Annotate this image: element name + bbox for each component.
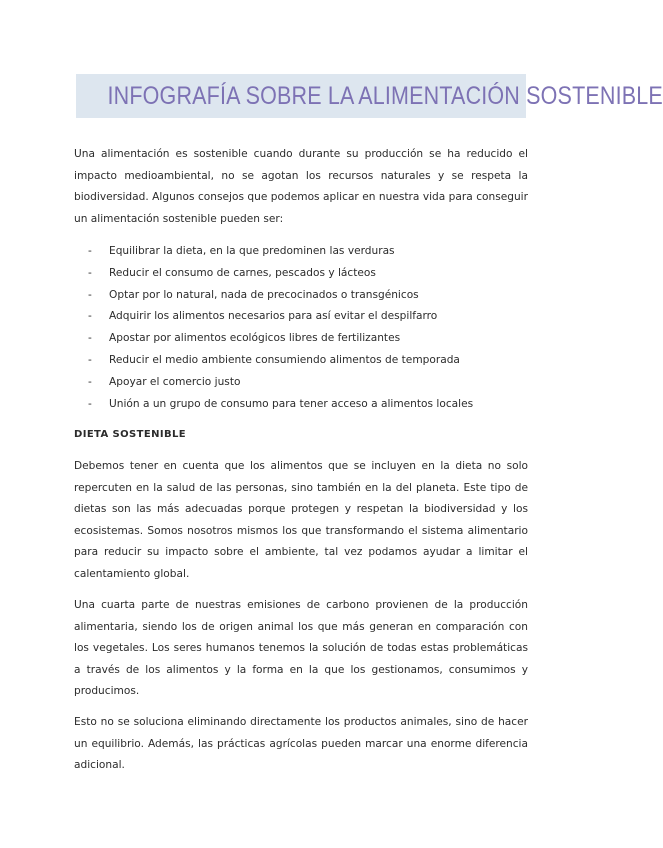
page-title: INFOGRAFÍA SOBRE LA ALIMENTACIÓN SOSTENIBLE bbox=[107, 82, 663, 110]
bullet-dash: - bbox=[88, 332, 92, 345]
bullet-dash: - bbox=[88, 375, 92, 388]
list-item bbox=[88, 306, 473, 328]
list-item-text: Optar por lo natural, nada de precocinados o transgénicos bbox=[109, 288, 419, 301]
bullet-dash: - bbox=[88, 245, 92, 257]
bullet-dash: - bbox=[88, 288, 92, 301]
body-paragraph: Esto no se soluciona eliminando directamente los productos animales, sino de hacer un equilibrio. Además, las prácticas agrícolas pueden marcar una enorme diferencia adicional. bbox=[74, 716, 528, 771]
bullet-dash: - bbox=[88, 397, 92, 410]
bullet-dash: - bbox=[88, 310, 92, 323]
list-item-text: Apoyar el comercio justo bbox=[109, 375, 241, 388]
list-item bbox=[88, 285, 473, 307]
list-item bbox=[88, 328, 473, 350]
list-item-text: Reducir el consumo de carnes, pescados y lácteos bbox=[109, 266, 376, 279]
list-item-text: Reducir el medio ambiente consumiendo alimentos de temporada bbox=[109, 353, 460, 366]
list-item-text: Equilibrar la dieta, en la que predominen las verduras bbox=[109, 245, 395, 257]
tips-list bbox=[88, 241, 473, 415]
list-item-text: Adquirir los alimentos necesarios para así evitar el despilfarro bbox=[109, 310, 438, 323]
list-item bbox=[88, 350, 473, 372]
body-paragraph: Una cuarta parte de nuestras emisiones de carbono provienen de la producción alimentaria, siendo los de origen animal los que más generan en comparación con los vegetales. Los seres humanos tenemos la solución de todas estas problemáticas a través de los alimentos y la forma en la que los gestionamos, consumimos y producimos. bbox=[74, 599, 528, 697]
intro-paragraph: Una alimentación es sostenible cuando durante su producción se ha reducido el impacto medioambiental, no se agotan los recursos naturales y se respeta la biodiversidad. Algunos consejos que podemos aplicar en nuestra vida para conseguir un alimentación sostenible pueden ser: bbox=[74, 148, 528, 225]
body-paragraph: Debemos tener en cuenta que los alimentos que se incluyen en la dieta no solo repercuten en la salud de las personas, sino también en la del planeta. Este tipo de dietas son las más adecuadas porque protegen y respetan la biodiversidad y los ecosistemas. Somos nosotros mismos los que transformando el sistema alimentario para reducir su impacto sobre el ambiente, tal vez podamos ayudar a limitar el calentamiento global. bbox=[74, 460, 528, 580]
list-item bbox=[88, 372, 473, 394]
list-item bbox=[88, 394, 473, 416]
list-item bbox=[88, 263, 473, 285]
list-item-text: Apostar por alimentos ecológicos libres de fertilizantes bbox=[109, 332, 401, 345]
bullet-dash: - bbox=[88, 353, 92, 366]
bullet-dash: - bbox=[88, 266, 92, 279]
list-item bbox=[88, 241, 473, 263]
section-heading: DIETA SOSTENIBLE bbox=[74, 429, 186, 440]
list-item-text: Unión a un grupo de consumo para tener acceso a alimentos locales bbox=[109, 397, 474, 410]
